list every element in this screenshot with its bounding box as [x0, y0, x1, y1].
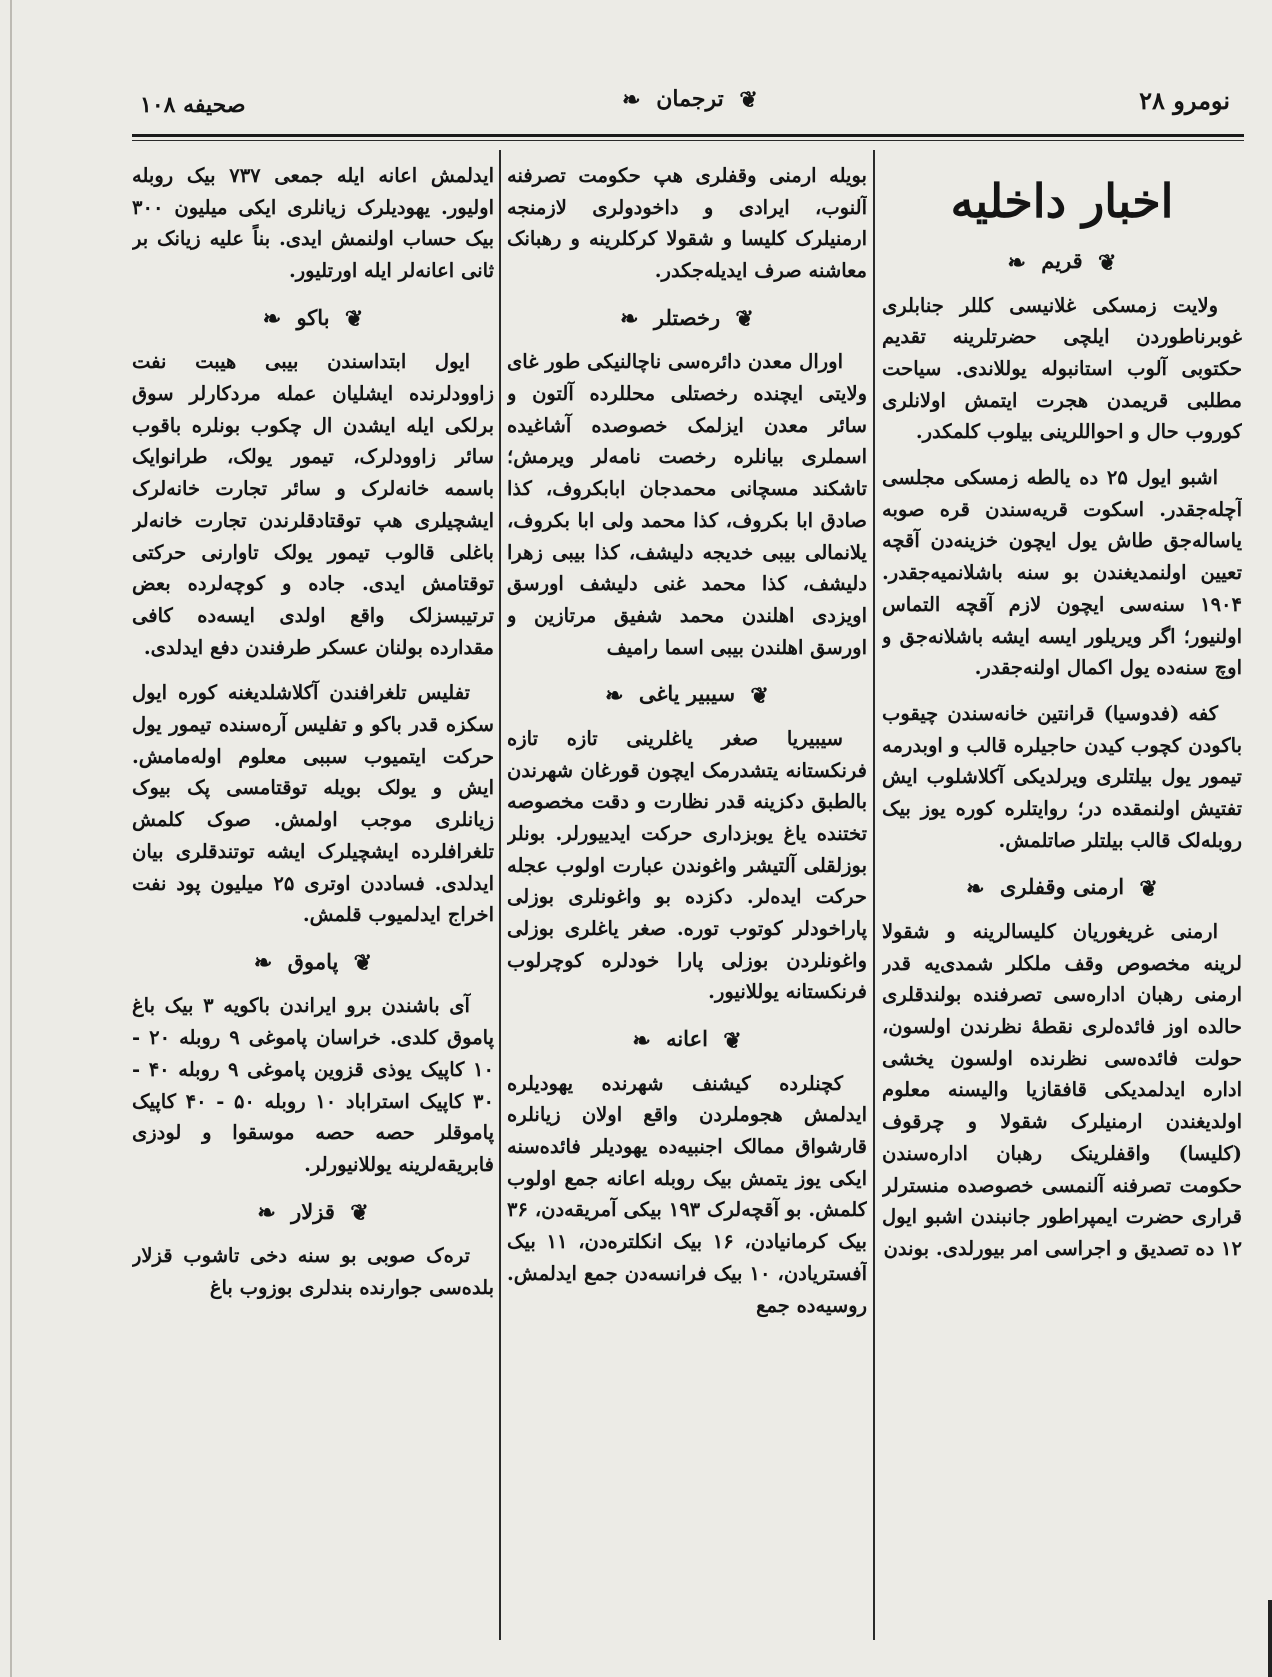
article-paragraph: سیبیریا صغر یاغلرینی تازه تازه فرنکستانه یتشدرمک ایچون قورغان شهرندن بالطبق دکزینه قدر نظارت و دقت مخصوصه تختنده یاغ یوبزداری حرکت ایدییورلر. بونلر بوزلقلی آلتیشر واغوندن عبارت اولوب عجله حرکت ایدەلر. دکزده بو واغونلری بوزلی پاراخودلر کوتوب تورە. صغر یاغلری بوزلی واغونلردن بوزلی پارا خودلره کوچرلوب فرنکستانه یوللانیور.: [507, 726, 867, 1004]
section-heading: [882, 244, 1242, 280]
article-paragraph: کفه (فدوسیا) قرانتین خانه‌سندن چیقوب باکودن کچوب کیدن حاجیلره قالب و اوبدرمه تیمور یول بیلتلری ویرلدیکی آکلاشلوب ایش تفتیش اولنمقده در؛ روایتلره کوره یوز بیک روبله‌لک قالب بیلتلر صاتلمش.: [882, 701, 1242, 852]
page-number: صحیفه ۱۰۸: [140, 92, 246, 118]
page-header: [130, 78, 1250, 130]
article-paragraph: آی باشندن برو ایراندن باکویه ۳ بیک باغ پاموق کلدی. خراسان پاموغی ۹ روبله ۲۰ - ۱۰ کاپیک یوذی قزوین پاموغی ۹ روبله ۴۰ - ۳۰ کاپیک استراباد ۱۰ روبله ۵۰ - ۴۰ کاپیک پاموقلر حصه حصه موسقوا و لودزی فابریقه‌لرینه یوللانیورلر.: [132, 994, 494, 1176]
ornament-icon: ❧: [632, 1027, 651, 1054]
ornament-icon: ❦: [350, 1200, 369, 1227]
ornament-icon: ❦: [353, 950, 373, 977]
middle-column: [507, 160, 867, 1640]
section-heading-text: قزلار: [291, 1198, 335, 1224]
article-paragraph: تفلیس تلغرافندن آکلاشلدیغنه کوره ایول سکزه قدر باکو و تفلیس آره‌سنده تیمور یول حرکت ایتمیوب سببی معلوم اولەمامش. ایش و یولک بویله توقتامسی پک بیوک زیانلری موجب اولمش. صوک کلمش تلغرافلرده ایشچیلرک ایشه توتندقلری بیان ایدلدی. فساددن اوتری ۲۵ میلیون پود نفت اخراج ایدلمیوب قلمش.: [132, 681, 494, 927]
ornament-icon: ❧: [253, 950, 273, 977]
column-divider: [499, 150, 501, 1640]
ornament-icon: ❧: [622, 87, 641, 113]
section-heading-text: باکو: [296, 304, 330, 330]
ornament-icon: ❧: [257, 1200, 276, 1227]
ornament-icon: ❦: [750, 682, 769, 709]
ornament-icon: ❦: [723, 1027, 742, 1054]
section-heading-text: قریم: [1041, 248, 1083, 273]
ornament-icon: ❧: [605, 682, 624, 709]
section-heading: [507, 677, 867, 713]
newspaper-title: [614, 86, 766, 113]
header-rule-thin: [132, 140, 1244, 141]
section-heading-text: پاموق: [287, 948, 339, 974]
section-heading: [132, 945, 494, 981]
section-heading-text: اعانه: [666, 1026, 708, 1052]
ornament-icon: ❧: [262, 306, 282, 333]
ornament-icon: ❦: [1139, 875, 1158, 902]
ornament-icon: ❧: [620, 306, 639, 333]
section-heading: [132, 301, 494, 337]
column-divider: [873, 150, 875, 1640]
ornament-icon: ❦: [735, 306, 754, 333]
article-paragraph: ارمنی غریغوریان کلیسالرینه و شقولا لرینه مخصوص وقف ملکلر شمدی‌یه قدر ارمنی رهبان اداره‌سی تصرفنده بولندقلری حالده اوز فائده‌لری نقطه‌ٔ نظرندن اولسون، حولت فائده‌سی نظرنده اولسون یخشی اداره ایدلمدیکی قافقازیا والیسنه معلوم اولدیغندن ارمنیلرک شقولا و چرقوف (کلیسا) واقفلرینک رهبان اداره‌سندن حکومت تصرفنه آلنمسی خصوصده منسترلر قراری حضرت ایمپراطور جانبندن اشبو ایول ۱۲ ده تصدیق و اجراسی امر بیورلدی. بوندن: [882, 919, 1242, 1260]
ornament-icon: ❦: [739, 87, 758, 113]
right-column: [882, 160, 1242, 1640]
issue-number: نومرو ۲۸: [1139, 86, 1230, 115]
ornament-icon: ❦: [344, 306, 364, 333]
article-paragraph: اشبو ایول ۲۵ ده یالطه زمسکی مجلسی آچله‌جقدر. اسکوت قریه‌سندن قره صوبه یاساله‌جق طاش یول ایچون خزینه‌دن آقچه تعیین اولنمدیغندن بو سنه باشلانمیه‌جقدر. ۱۹۰۴ سنه‌سی ایچون لازم آقچه التماس اولنیور؛ اگر ویریلور ایسه ایشه باشلانه‌جق و اوچ سنه‌ده یول اکمال اولنه‌جقدر.: [882, 466, 1242, 680]
section-heading: [507, 1022, 867, 1058]
article-paragraph: ایول ابتداسندن بیبی هیبت نفت زاوودلرنده ایشلیان عمله مردکارلر سوق برلکی ایله ایشدن ال چکوب بونلره باقوب سائر زاوودلرک، تیمور یولک، طرانوایک باسمه خانه‌لرک و سائر تجارت خانه‌لرک ایشچیلری هپ توقتادقلرندن تجارت خانه‌لر باغلی قالوب تیمور یولک تاوارنی حرکتی توقتامش ایدی. جاده و کوچه‌لرده بعض ترتیبسزلک واقع اولدی ایسه‌ده کافی مقدارده بولنان عسکر طرفندن دفع ایدلدی.: [132, 350, 494, 659]
section-heading: [507, 301, 867, 337]
section-heading-text: سیبیر یاغی: [638, 681, 736, 707]
section-masthead: اخبار داخلیه: [950, 174, 1174, 228]
section-heading-text: رخصتلر: [653, 304, 721, 330]
section-heading: [132, 1195, 494, 1231]
scan-edge-line: [10, 0, 12, 1677]
article-paragraph: ولایت زمسکی غلانیسی کللر جنابلری غوبرناطوردن ایلچی حضرتلرینه تقدیم حکتوبی آلوب استانبوله یوللاندی. سیاحت مطلبی قریمدن هجرت ایتمش اولانلری کوروب حال و احواللرینی بیلوب کلمکدر.: [882, 293, 1242, 444]
newspaper-title-text: ترجمان: [656, 86, 724, 112]
ornament-icon: ❦: [1098, 249, 1117, 276]
article-paragraph: ترەک صوبی بو سنه دخی تاشوب قزلار بلده‌سی جوارنده بندلری بوزوب باغ: [132, 1244, 494, 1299]
header-rule: [132, 134, 1244, 137]
article-paragraph: ایدلمش اعانه ایله جمعی ۷۳۷ بیک روبله اولیور. یهودیلرک زیانلری ایکی میلیون ۳۰۰ بیک حساب اولنمش ایدی. بناً علیه زیانک بر ثانی اعانه‌لر ایله اورتلیور.: [132, 164, 494, 283]
article-paragraph: اورال معدن دائره‌سی ناچالنیکی طور غای ولایتی ایچنده رخصتلی محللرده آلتون و سائر معدن ایزلمک خصوصده آشاغیده اسملری بیانلره رخصت نامه‌لر ویرمش؛ تاشکند مسچانی محمدجان ابابکروف، کذا صادق ابا بکروف، کذا محمد ولی ابا بکروف، یلانمالی بیبی خدیجه دلیشف، کذا بیبی زهرا دلیشف، کذا محمد غنی دلیشف اورسق اویزدی اهلندن محمد شفیق مرتازین و اورسق اهلندن بیبی اسما رامیف: [507, 350, 867, 659]
section-heading-text: ارمنی وقفلری: [999, 874, 1125, 900]
section-heading: [882, 870, 1242, 906]
ornament-icon: ❧: [1007, 249, 1026, 276]
scan-edge-mark: [1268, 1600, 1272, 1677]
left-column: [132, 160, 494, 1640]
article-paragraph: بویله ارمنی وقفلری هپ حکومت تصرفنه آلنوب، ایرادی و داخودولری لازمنجه ارمنیلرک کلیسا و شقولا کرکلرینه و رهبانک معاشنه صرف ایدیله‌جکدر.: [507, 164, 867, 283]
article-paragraph: کچنلرده کیشنف شهرنده یهودیلره ایدلمش هجوملردن واقع اولان زیانلره قارشواق ممالک اجنبیه‌ده یهودیلر فائده‌سنه ایکی یوز یتمش بیک روبله اعانه جمع اولوب کلمش. بو آقچه‌لرک ۱۹۳ بیکی آمریقه‌دن، ۳۶ بیک کرمانیادن، ۱۶ بیک انکلتره‌دن، ۱۱ بیک آفستریادن، ۱۰ بیک فرانسه‌دن جمع ایدلمش. روسیه‌ده جمع: [507, 1071, 867, 1317]
ornament-icon: ❧: [966, 875, 985, 902]
